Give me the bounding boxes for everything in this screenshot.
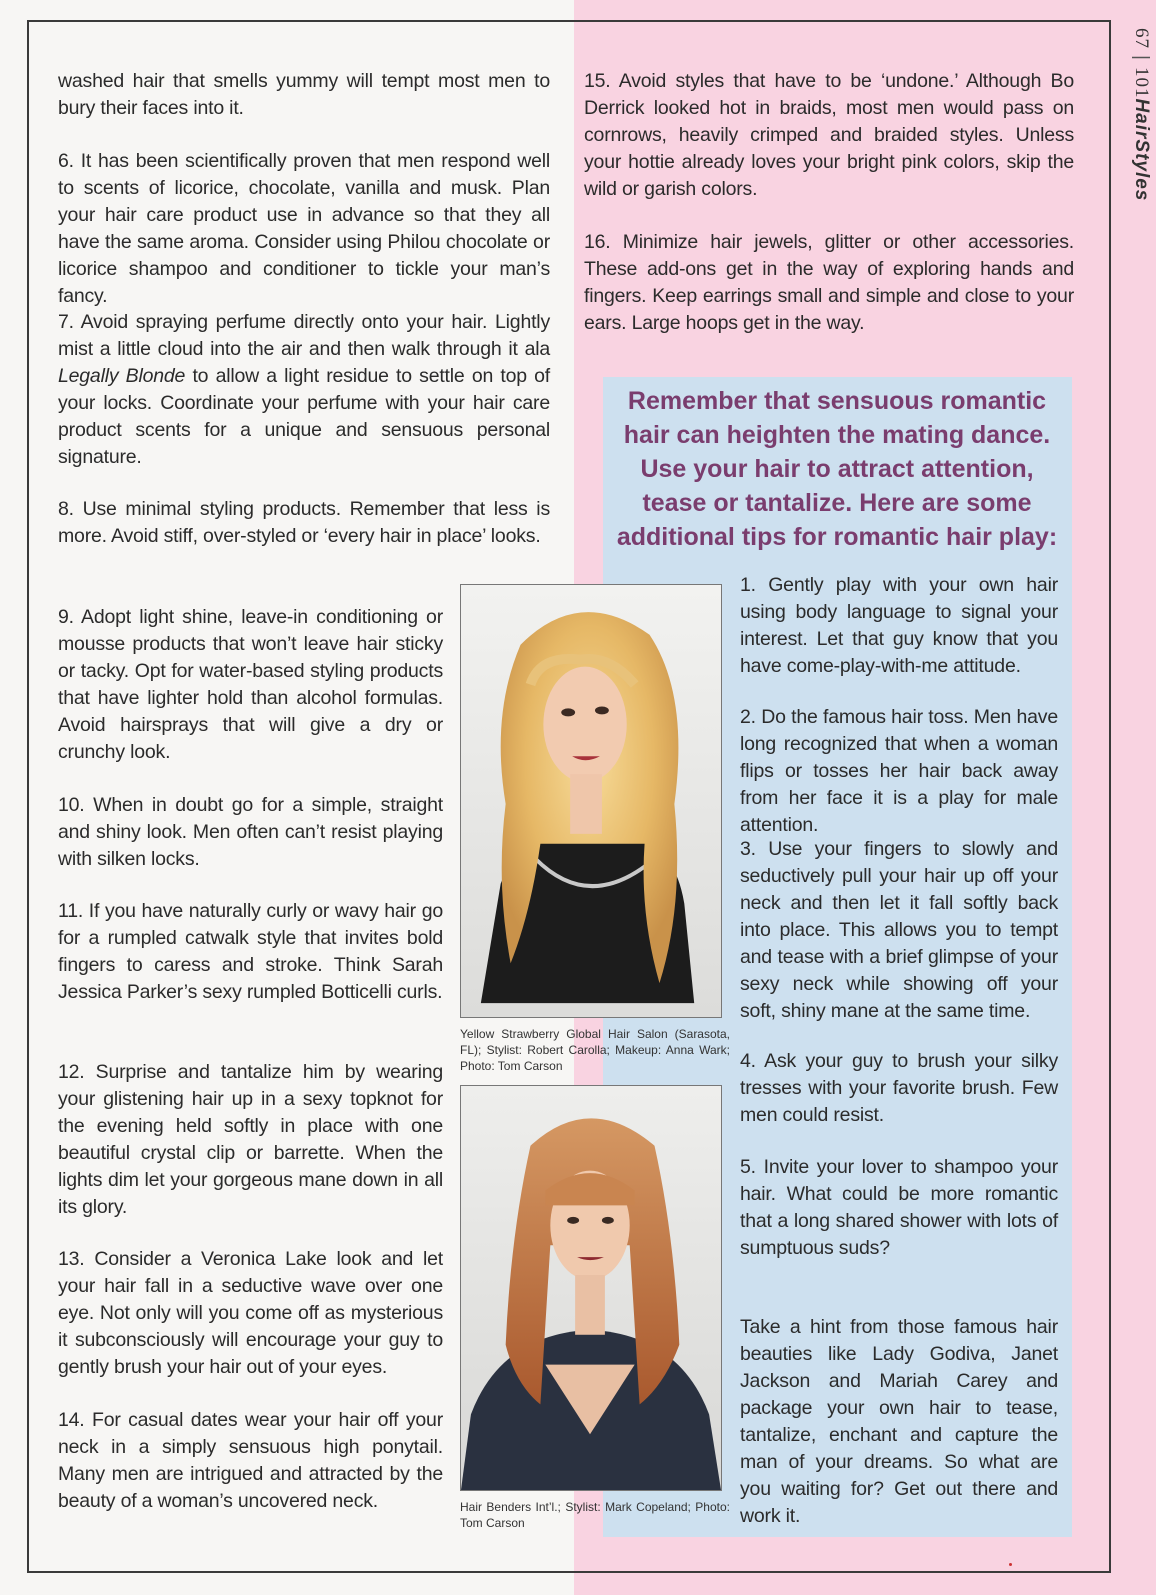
sidebar-tip-4: 4. Ask your guy to brush your silky tresses with your favorite brush. Few men could resist. <box>740 1050 1058 1126</box>
print-mark <box>1009 1563 1012 1566</box>
photo-auburn-layered <box>460 1085 722 1491</box>
sidebar-tip-1: 1. Gently play with your own hair using body language to signal your interest. Let that guy know that you have come-play-with-me attitude. <box>740 574 1058 677</box>
tip-7-text-end: to allow a light residue to settle on top of your locks. Coordinate your perfume with your hair care product scents for a unique and sensuous personal signature. <box>58 365 550 468</box>
sidebar-callout: Remember that sensuous romantic hair can heighten the mating dance. Use your hair to attract attention, tease or tantalize. Here are some additional tips for romantic hair play: <box>616 387 1058 551</box>
paragraph-intro: washed hair that smells yummy will tempt most men to bury their faces into it. <box>58 70 550 119</box>
sidebar-tip-3: 3. Use your fingers to slowly and seductively pull your hair up off your neck and then let it fall softly back into place. This allows you to tempt and tease with a brief glimpse of your sexy neck while showing off your soft, shiny mane at the same time. <box>740 838 1058 1022</box>
curly-blonde-illustration <box>461 585 721 1017</box>
paragraph-tip-7 <box>58 309 550 471</box>
tip-7-text-start: 7. Avoid spraying perfume directly onto your hair. Lightly mist a little cloud into the air and then walk through it ala <box>58 311 550 360</box>
running-head <box>1112 28 1152 248</box>
page-number: 67 <box>1131 28 1152 49</box>
paragraph-tip-12: 12. Surprise and tantalize him by wearing your glistening hair up in a sexy topknot for the evening held softly in place with one beautiful crystal clip or barrette. When the lights dim let your gorgeous mane down in all its glory. <box>58 1061 443 1218</box>
paragraph-tip-11: 11. If you have naturally curly or wavy hair go for a rumpled catwalk style that invites bold fingers to caress and stroke. Think Sarah Jessica Parker’s sexy rumpled Botticelli curls. <box>58 900 443 1003</box>
running-head-separator: | <box>1131 55 1152 61</box>
paragraph-tip-6: 6. It has been scientifically proven that men respond well to scents of licorice, chocolate, vanilla and musk. Plan your hair care product use in advance so that they all have the same aroma. Consider using Philou chocolate or licorice shampoo and conditioner to tickle your man’s fancy. <box>58 150 550 307</box>
paragraph-tip-8: 8. Use minimal styling products. Remember that less is more. Avoid stiff, over-styled or ‘every hair in place’ looks. <box>58 498 550 547</box>
brand-prefix: 101 <box>1131 66 1152 99</box>
photo-curly-blonde-caption: Yellow Strawberry Global Hair Salon (Sarasota, FL); Stylist: Robert Carolla; Makeup: Anna Wark; Photo: Tom Carson <box>460 1027 730 1073</box>
sidebar-closing: Take a hint from those famous hair beauties like Lady Godiva, Janet Jackson and Mariah Carey and package your own hair to tease, tantalize, enchant and capture the man of your dreams. So what are you waiting for? Get out there and work it. <box>740 1316 1058 1527</box>
movie-title: Legally Blonde <box>58 365 186 387</box>
paragraph-tip-13: 13. Consider a Veronica Lake look and let your hair fall in a seductive wave over one eye. Not only will you come off as mysterious it subconsciously will encourage your guy to gently brush your hair out of your eyes. <box>58 1248 443 1378</box>
auburn-layered-illustration <box>461 1086 721 1490</box>
brand-name: HairStyles <box>1131 98 1152 202</box>
paragraph-tip-16: 16. Minimize hair jewels, glitter or other accessories. These add-ons get in the way of exploring hands and fingers. Keep earrings small and simple and close to your ears. Large hoops get in the way. <box>584 231 1074 334</box>
paragraph-tip-9: 9. Adopt light shine, leave-in conditioning or mousse products that won’t leave hair sticky or tacky. Opt for water-based styling products that have lighter hold than alcohol formulas. Avoid hairsprays that will give a dry or crunchy look. <box>58 606 443 763</box>
paragraph-tip-14: 14. For casual dates wear your hair off your neck in a simply sensuous high ponytail. Many men are intrigued and attracted by the beauty of a woman’s uncovered neck. <box>58 1409 443 1512</box>
paragraph-tip-10: 10. When in doubt go for a simple, straight and shiny look. Men often can’t resist playing with silken locks. <box>58 794 443 870</box>
photo-curly-blonde <box>460 584 722 1018</box>
paragraph-tip-15: 15. Avoid styles that have to be ‘undone.’ Although Bo Derrick looked hot in braids, most men would pass on cornrows, heavily crimped and braided styles. Unless your hottie already loves your bright pink colors, skip the wild or garish colors. <box>584 70 1074 200</box>
photo-auburn-layered-caption: Hair Benders Int’l.; Stylist: Mark Copeland; Photo: Tom Carson <box>460 1500 730 1530</box>
sidebar-tip-5: 5. Invite your lover to shampoo your hair. What could be more romantic that a long shared shower with lots of sumptuous suds? <box>740 1156 1058 1259</box>
sidebar-tip-2: 2. Do the famous hair toss. Men have long recognized that when a woman flips or tosses her hair back away from her face it is a play for male attention. <box>740 706 1058 836</box>
